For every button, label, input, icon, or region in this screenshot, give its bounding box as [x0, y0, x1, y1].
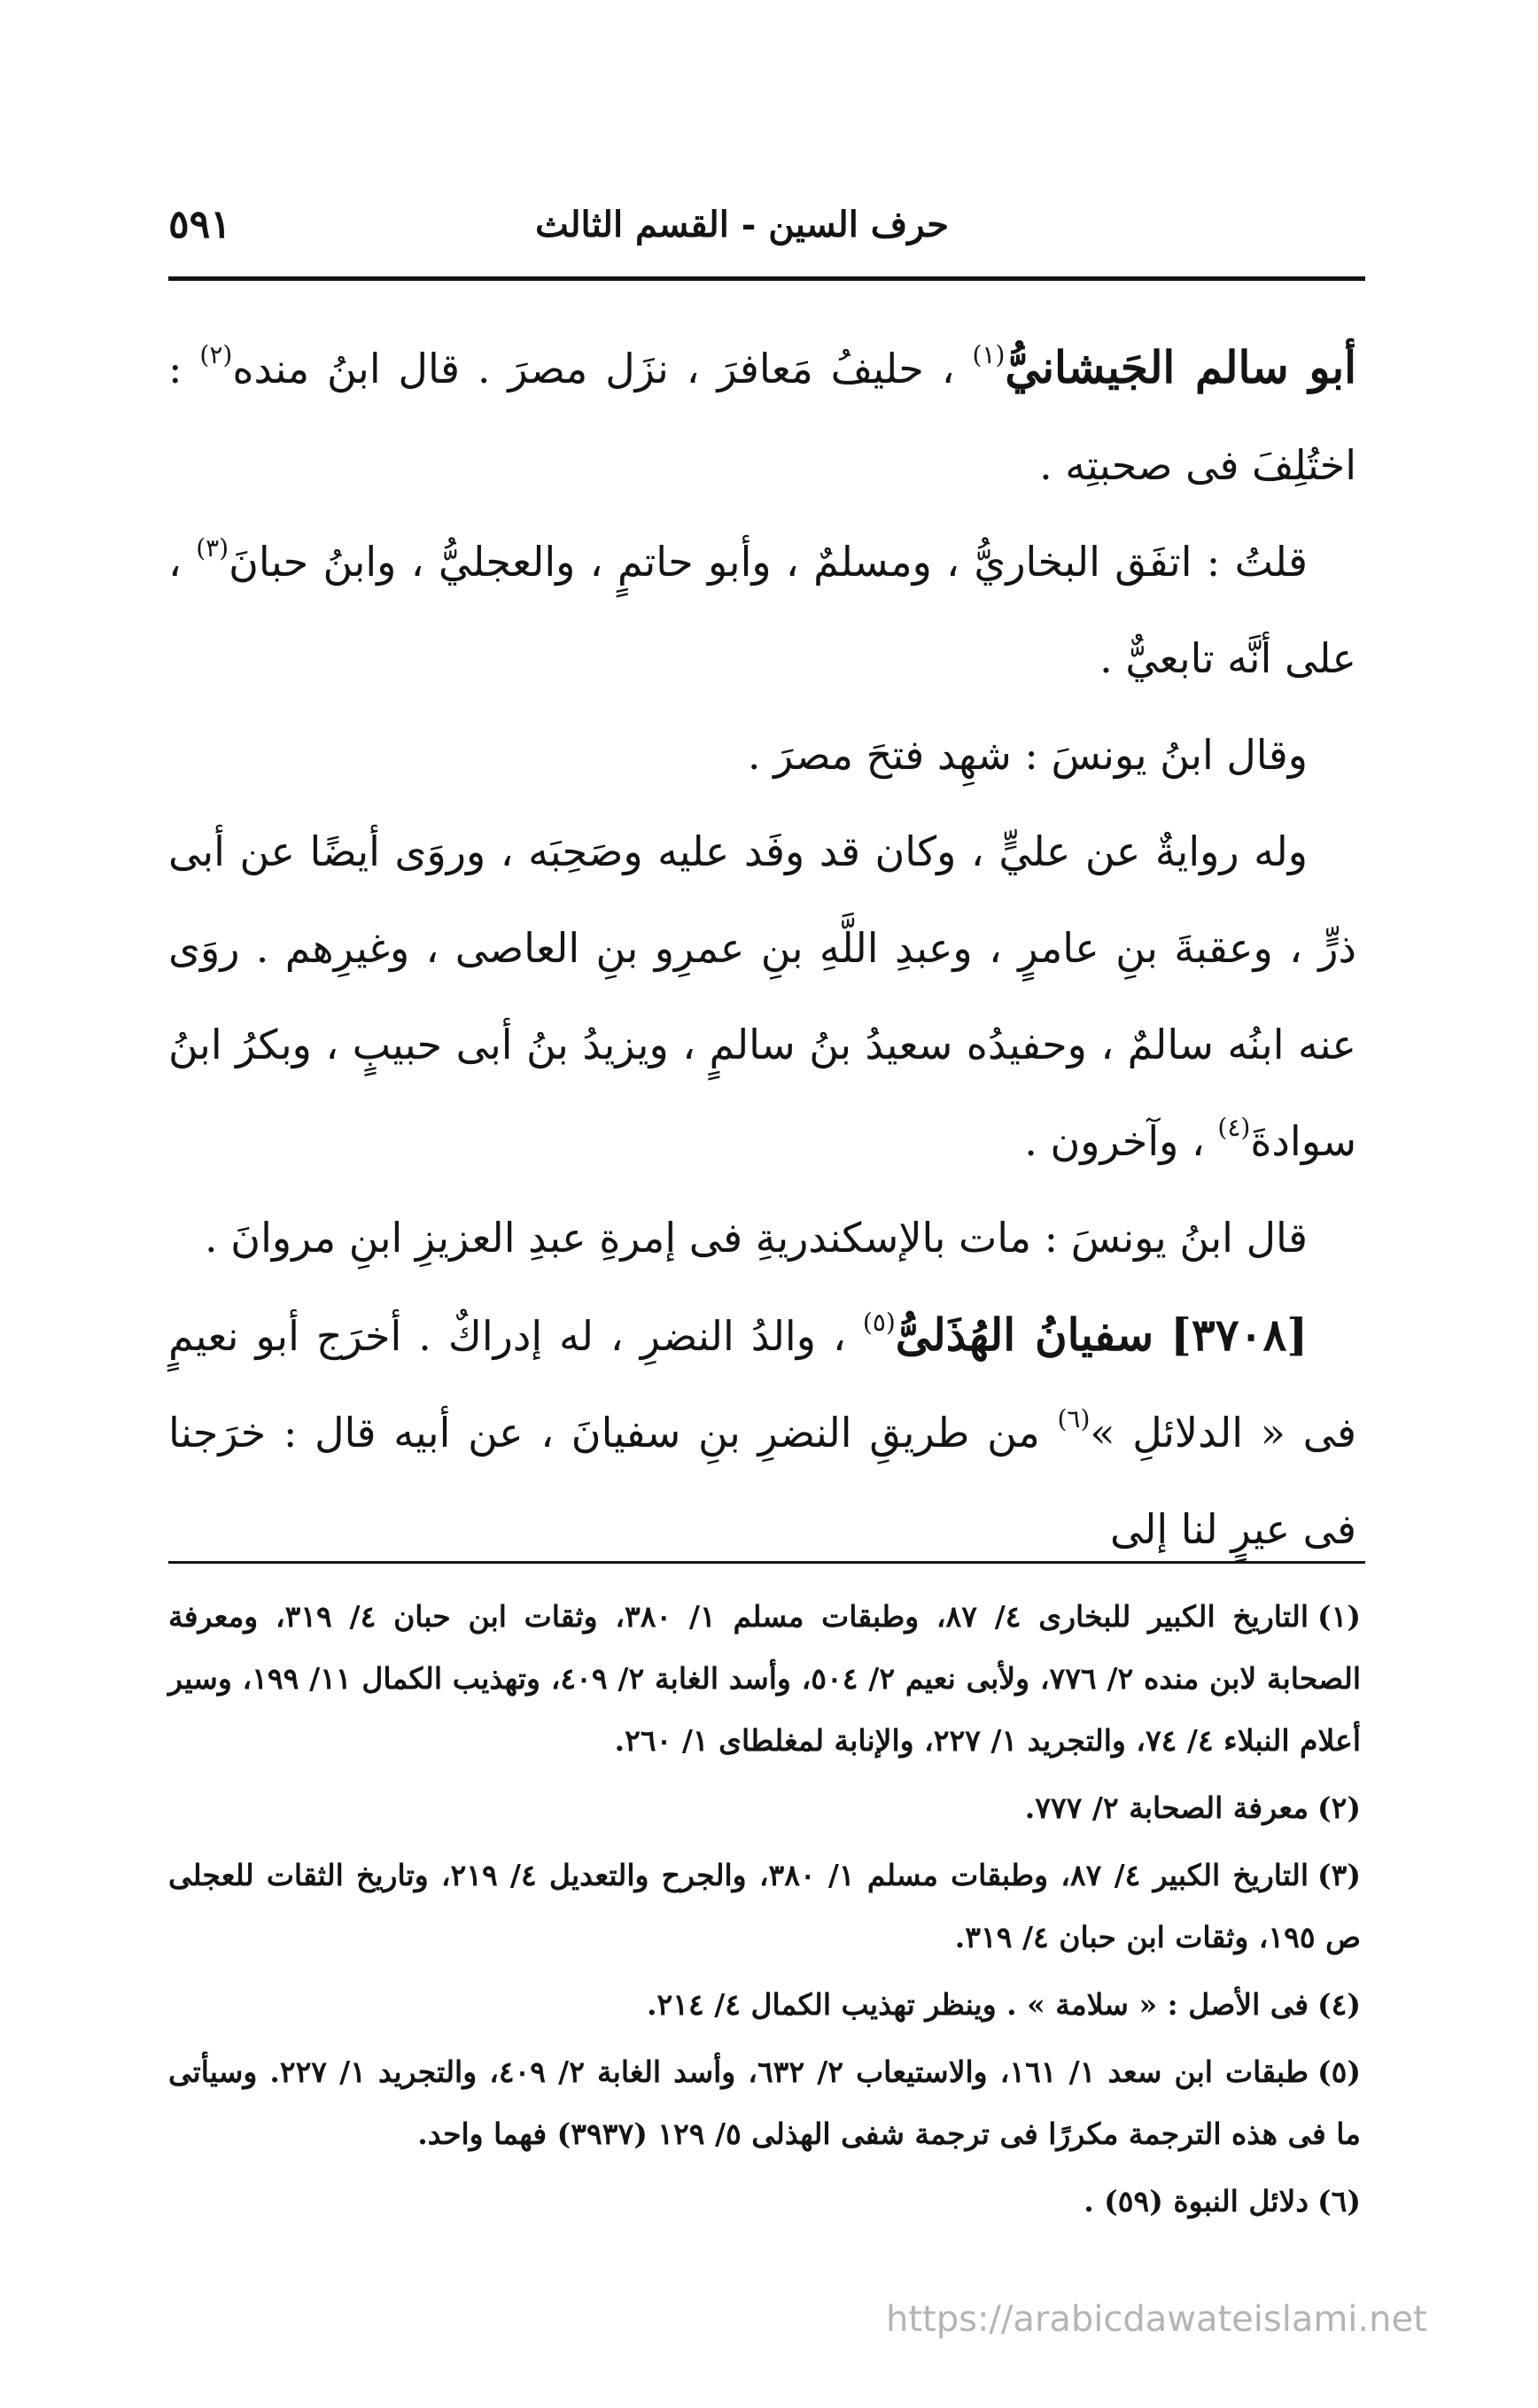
paragraph-text: قلتُ : اتفَق البخاريُّ ، ومسلمٌ ، وأبو حاتمٍ ، والعجليُّ ، وابنُ حبانَ: [229, 538, 1309, 586]
paragraph-text: ، وآخرون .: [1024, 1117, 1218, 1165]
footnote-number: (٣): [1317, 1858, 1361, 1892]
footnote-ref: (٦): [1057, 1404, 1091, 1433]
footnote: [168, 2041, 1361, 2165]
paragraph-entry-abu-salim: [168, 319, 1356, 514]
footnote: [168, 1845, 1361, 1969]
footnote: [168, 1586, 1361, 1772]
entry-number: [٣٧٠٨]: [1170, 1309, 1308, 1361]
footnote-number: (٥): [1317, 2055, 1362, 2089]
header-rule: [168, 276, 1365, 281]
paragraph-text: وقال ابنُ يونسَ : شهِد فتحَ مصرَ .: [747, 731, 1308, 779]
page-number: ٥٩١: [168, 202, 231, 247]
footnotes: [168, 1586, 1361, 2238]
footnote-text: دلائل النبوة (٥٩) .: [1084, 2184, 1309, 2218]
running-header-title: حرف السين - القسم الثالث: [535, 204, 949, 245]
footnote-ref: (١): [972, 340, 1006, 369]
footnote-number: (٢): [1317, 1790, 1361, 1825]
paragraph-text: ، والدُ النضرِ ، له إدراكٌ . أخرَج أبو نعيمٍ فى « الدلائلِ »: [168, 1312, 1356, 1456]
paragraph-qultu: [168, 514, 1356, 707]
footnote-text: التاريخ الكبير للبخارى ٤/ ٨٧، وطبقات مسلم ١/ ٣٨٠، وثقات ابن حبان ٤/ ٣١٩، ومعرفة الصحابة لابن منده ٢/ ٧٧٦، ولأبى نعيم ٢/ ٥٠٤، وأسد الغابة ٢/ ٤٠٩، وتهذيب الكمال ١١/ ١٩٩، وسير أعلام النبلاء ٤/ ٧٤، والتجريد ١/ ٢٢٧، والإنابة لمغلطاى ١/ ٢٦٠.: [168, 1599, 1361, 1758]
running-header: [168, 197, 1365, 259]
footnote: [168, 1974, 1361, 2036]
watermark-url: https://arabicdawateislami.net: [886, 2299, 1427, 2340]
entry-name: سفيانُ الهُذَلىُّ: [895, 1309, 1154, 1361]
footnote-text: فى الأصل : « سلامة » . وينظر تهذيب الكمال ٤/ ٢١٤.: [647, 1987, 1309, 2022]
footnote-number: (٦): [1317, 2184, 1361, 2218]
footnote-ref: (٢): [199, 340, 233, 369]
paragraph-text: وله روايةٌ عن عليٍّ ، وكان قد وفَد عليه وصَحِبَه ، وروَى أيضًا عن أبى ذرٍّ ، وعقبةَ بنِ عامرٍ ، وعبدِ اللَّهِ بنِ عمرِو بنِ العاصى ، وغيرِهم . روَى عنه ابنُه سالمٌ ، وحفيدُه سعيدُ بنُ سالمٍ ، ويزيدُ بنُ أبى حبيبٍ ، وبكرُ ابنُ سوادةَ: [168, 827, 1356, 1165]
entry-name: أبو سالم الجَيشانيُّ: [1005, 341, 1356, 393]
footnote-ref: (٤): [1217, 1113, 1251, 1142]
paragraph-text: قال ابنُ يونسَ : مات بالإسكندريةِ فى إمرةِ عبدِ العزيزِ ابنِ مروانَ .: [205, 1214, 1308, 1262]
paragraph-text: : اختُلِفَ فى صحبتِه .: [168, 345, 1356, 489]
footnote-number: (١): [1317, 1599, 1362, 1634]
footnote-text: التاريخ الكبير ٤/ ٨٧، وطبقات مسلم ١/ ٣٨٠، والجرح والتعديل ٤/ ٢١٩، وتاريخ الثقات للعجلى ص ١٩٥، وثقات ابن حبان ٤/ ٣١٩.: [168, 1858, 1361, 1954]
footnote-text: طبقات ابن سعد ١/ ١٦١، والاستيعاب ٢/ ٦٣٢، وأسد الغابة ٢/ ٤٠٩، والتجريد ١/ ٢٢٧. وسيأتى ما فى هذه الترجمة مكررًا فى ترجمة شفى الهذلى ٥/ ١٢٩ (٣٩٣٧) فهما واحد.: [168, 2055, 1361, 2151]
paragraph-text: من طريقِ النضرِ بنِ سفيانَ ، عن أبيه قال : خرَجنا فى عيرٍ لنا إلى: [168, 1409, 1356, 1553]
footnote: [168, 2171, 1361, 2233]
paragraph-entry-sufyan: [168, 1286, 1356, 1578]
paragraph-text: ، على أنَّه تابعيٌّ .: [168, 538, 1356, 682]
main-text: [168, 319, 1356, 1578]
paragraph-ibn-yunus-2: [168, 1190, 1356, 1286]
footnote-rule: [168, 1561, 1365, 1564]
footnote-number: (٤): [1317, 1987, 1361, 2022]
footnote: [168, 1777, 1361, 1839]
footnote-ref: (٥): [862, 1308, 896, 1337]
paragraph-text: ، حليفُ مَعافرَ ، نزَل مصرَ . قال ابنُ منده: [232, 345, 973, 392]
footnote-ref: (٣): [196, 533, 229, 563]
paragraph-ibn-yunus-1: [168, 707, 1356, 804]
paragraph-riwaya: [168, 804, 1356, 1190]
footnote-text: معرفة الصحابة ٢/ ٧٧٧.: [1024, 1790, 1309, 1825]
